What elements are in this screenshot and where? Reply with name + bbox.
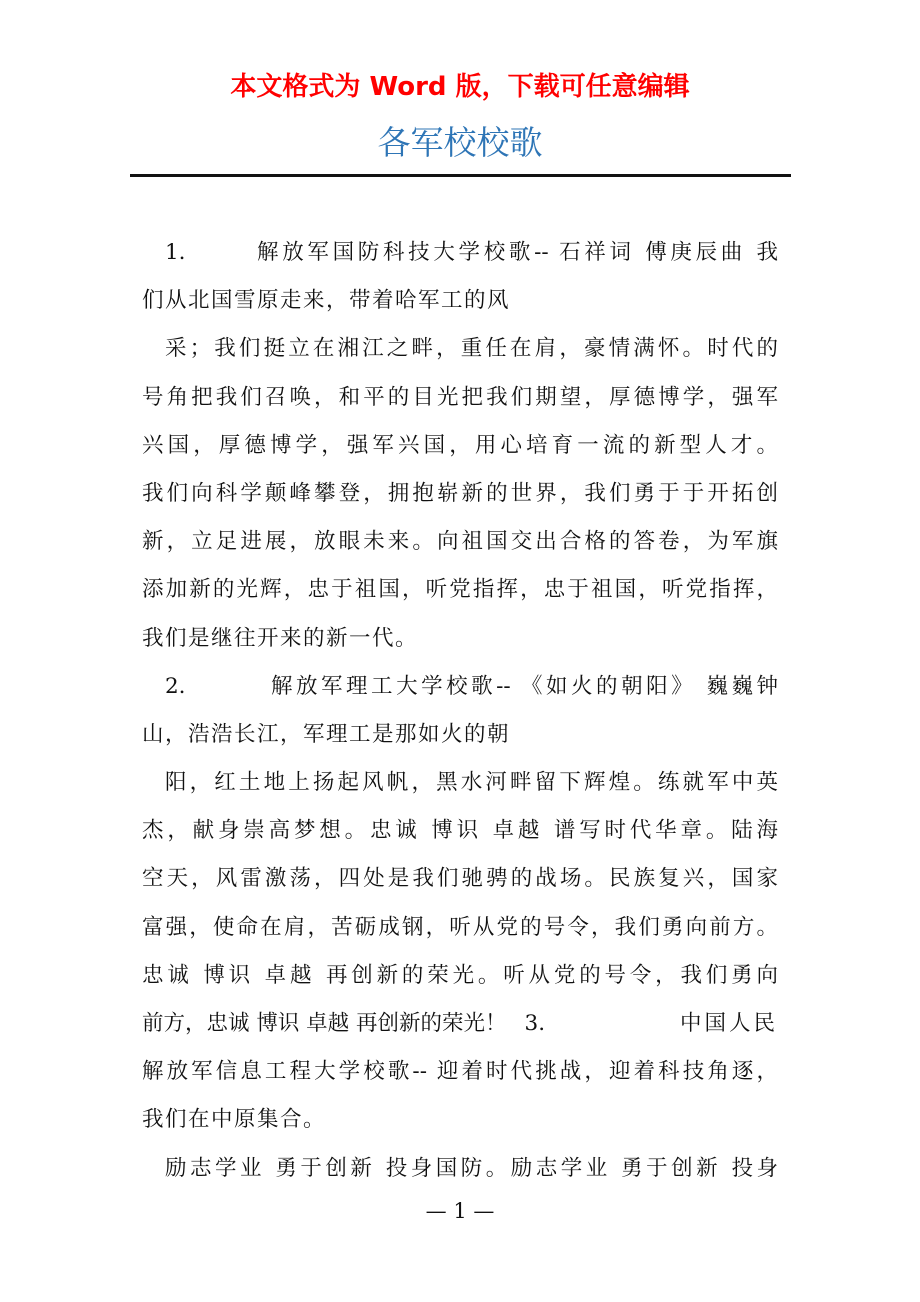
paragraph-line: 忠诚 博识 卓越 再创新的荣光。听从党的号令，我们勇向 <box>142 962 778 988</box>
item-number: 2. <box>165 673 186 699</box>
item-number: 3. <box>524 1011 546 1036</box>
paragraph-line: 阳，红土地上扬起风帆，黑水河畔留下辉煌。练就军中英 <box>165 770 778 796</box>
item-heading: 解放军国防科技大学校歌-- 石祥词 傅庚辰曲 我 <box>257 240 778 265</box>
paragraph-line: 添加新的光辉，忠于祖国，听党指挥，忠于祖国，听党指挥， <box>142 577 778 603</box>
paragraph-line: 山，浩浩长江，军理工是那如火的朝 <box>142 721 511 747</box>
paragraph-line: 杰，献身崇高梦想。忠诚 博识 卓越 谱写时代华章。陆海 <box>142 818 778 844</box>
item-number: 1. <box>165 240 186 265</box>
item-heading: 中国人民 <box>679 1011 778 1036</box>
paragraph-line: 富强，使命在肩，苦砺成钢，听从党的号令，我们勇向前方。 <box>142 914 778 940</box>
title-divider <box>130 174 791 177</box>
paragraph-line: 采；我们挺立在湘江之畔，重任在肩，豪情满怀。时代的 <box>165 336 778 362</box>
paragraph-line: 新，立足进展，放眼未来。向祖国交出合格的答卷，为军旗 <box>142 529 778 555</box>
paragraph-line: 们从北国雪原走来，带着哈军工的风 <box>142 288 511 314</box>
paragraph-line: 前方，忠诚 博识 卓越 再创新的荣光！ 3. 中国人民 <box>142 1000 778 1048</box>
paragraph-line: 解放军信息工程大学校歌-- 迎着时代挑战，迎着科技角逐， <box>142 1059 778 1085</box>
paragraph-line <box>142 663 778 711</box>
paragraph-line <box>142 229 778 277</box>
paragraph-line: 我们是继往开来的新一代。 <box>142 625 419 651</box>
document-title: 各军校校歌 <box>377 123 543 162</box>
paragraph-line: 空天，风雷激荡，四处是我们驰骋的战场。民族复兴，国家 <box>142 866 778 892</box>
format-notice: 本文格式为 Word 版，下载可任意编辑 <box>230 72 690 102</box>
paragraph-line: 我们向科学颠峰攀登，拥抱崭新的世界，我们勇于于开拓创 <box>142 480 778 506</box>
document-body <box>142 229 778 1193</box>
paragraph-line: 励志学业 勇于创新 投身国防。励志学业 勇于创新 投身 <box>165 1155 778 1181</box>
item-heading: 解放军理工大学校歌-- 《如火的朝阳》 巍巍钟 <box>271 673 778 699</box>
paragraph-line: 我们在中原集合。 <box>142 1107 327 1133</box>
paragraph-line: 号角把我们召唤，和平的目光把我们期望，厚德博学，强军 <box>142 384 778 410</box>
paragraph-line: 兴国，厚德博学，强军兴国，用心培育一流的新型人才。 <box>142 432 778 458</box>
page-number: — 1 — <box>425 1199 495 1223</box>
